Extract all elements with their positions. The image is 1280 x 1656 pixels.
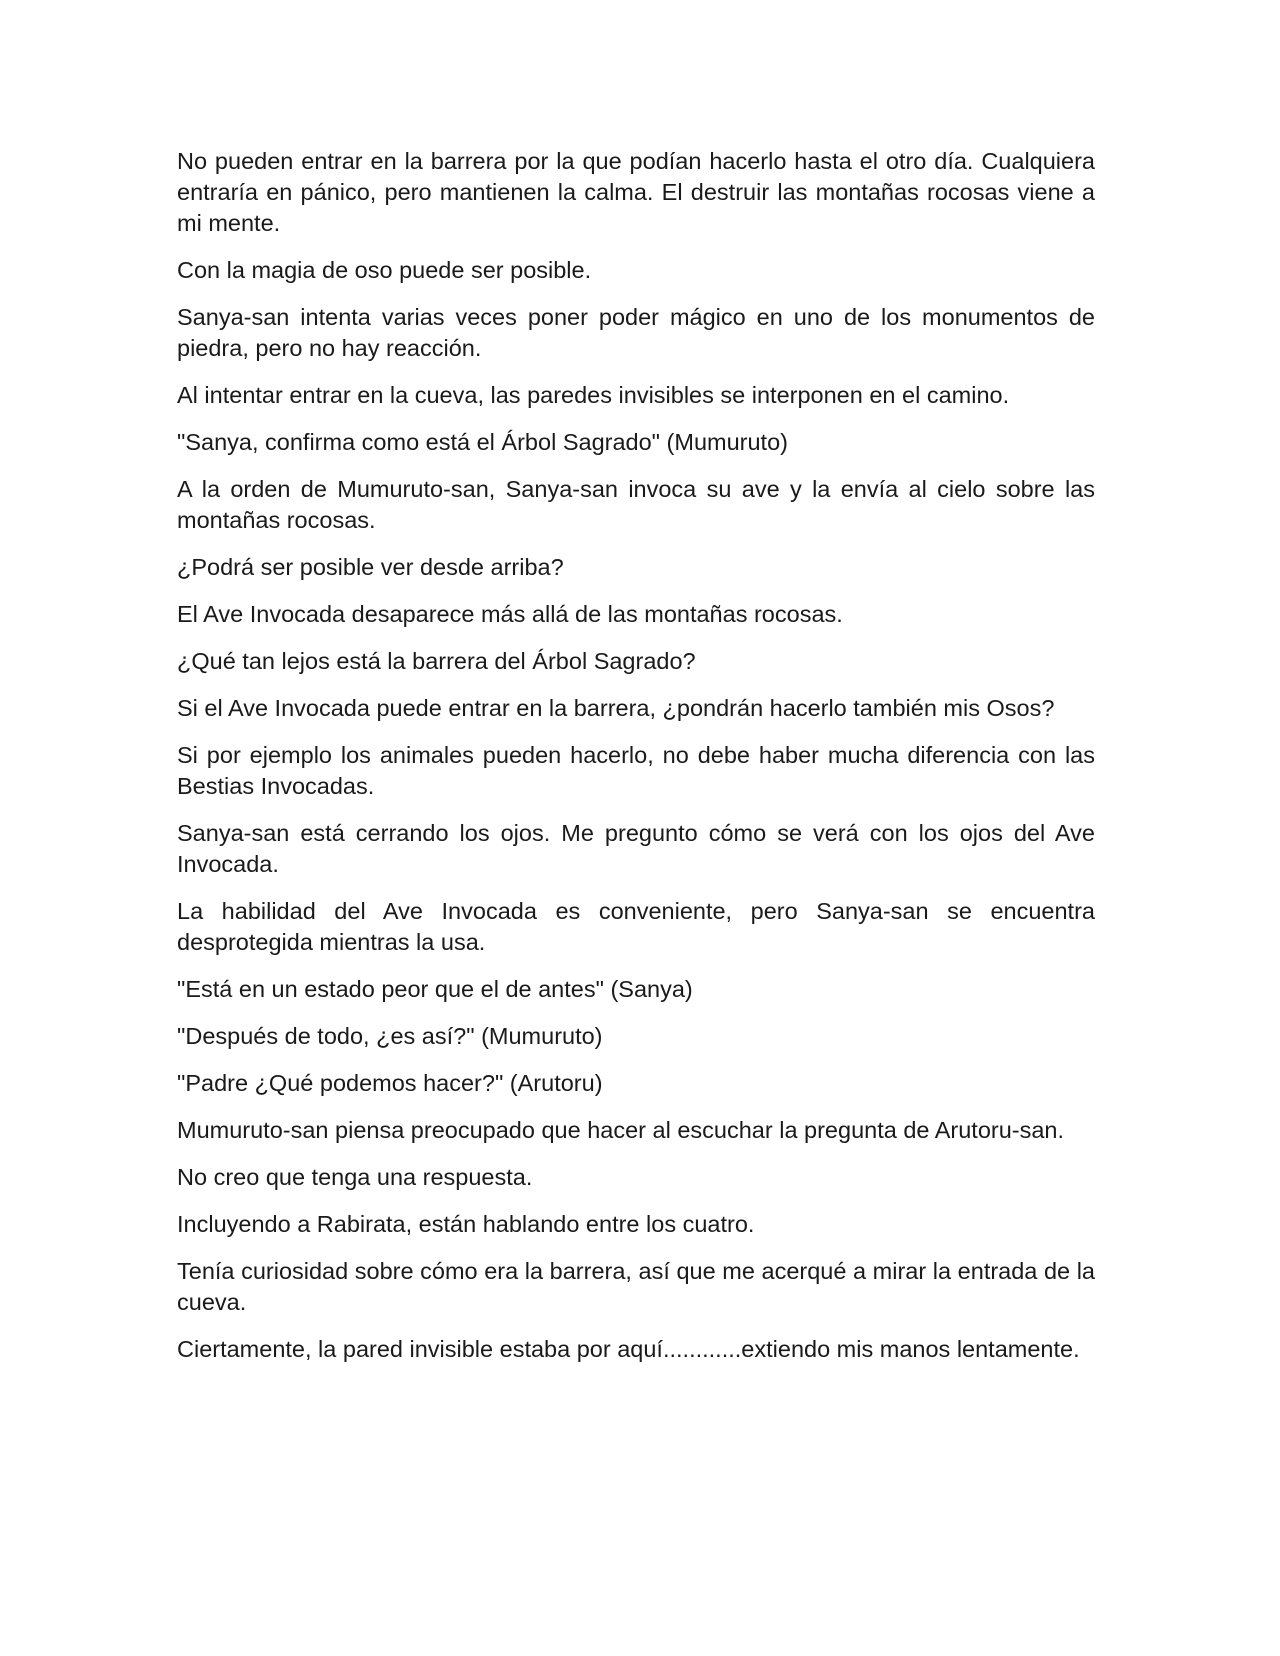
paragraph: ¿Qué tan lejos está la barrera del Árbol Sagrado?	[177, 648, 696, 674]
paragraph: Sanya-san está cerrando los ojos. Me pregunto cómo se verá con los ojos del Ave Invocada.	[177, 820, 1095, 877]
paragraph: Sanya-san intenta varias veces poner poder mágico en uno de los monumentos de piedra, pero no hay reacción.	[177, 304, 1095, 361]
paragraph: A la orden de Mumuruto-san, Sanya-san invoca su ave y la envía al cielo sobre las montañas rocosas.	[177, 476, 1095, 533]
paragraph: Incluyendo a Rabirata, están hablando entre los cuatro.	[177, 1211, 755, 1237]
paragraph: La habilidad del Ave Invocada es conveniente, pero Sanya-san se encuentra desprotegida mientras la usa.	[177, 898, 1095, 955]
paragraph: "Después de todo, ¿es así?" (Mumuruto)	[177, 1023, 603, 1049]
paragraph: Si por ejemplo los animales pueden hacerlo, no debe haber mucha diferencia con las Bestias Invocadas.	[177, 742, 1095, 799]
paragraph: No creo que tenga una respuesta.	[177, 1164, 533, 1190]
paragraph: El Ave Invocada desaparece más allá de las montañas rocosas.	[177, 601, 843, 627]
paragraph: Tenía curiosidad sobre cómo era la barrera, así que me acerqué a mirar la entrada de la cueva.	[177, 1258, 1095, 1315]
paragraph: Ciertamente, la pared invisible estaba por aquí............extiendo mis manos lentamente.	[177, 1336, 1080, 1362]
paragraph: "Padre ¿Qué podemos hacer?" (Arutoru)	[177, 1070, 603, 1096]
paragraph: "Está en un estado peor que el de antes" (Sanya)	[177, 976, 693, 1002]
paragraph: "Sanya, confirma como está el Árbol Sagrado" (Mumuruto)	[177, 429, 788, 455]
paragraph: Con la magia de oso puede ser posible.	[177, 257, 592, 283]
paragraph: Si el Ave Invocada puede entrar en la barrera, ¿pondrán hacerlo también mis Osos?	[177, 695, 1055, 721]
paragraph: ¿Podrá ser posible ver desde arriba?	[177, 554, 564, 580]
paragraph: Al intentar entrar en la cueva, las paredes invisibles se interponen en el camino.	[177, 382, 1010, 408]
paragraph: No pueden entrar en la barrera por la que podían hacerlo hasta el otro día. Cualquiera entraría en pánico, pero mantienen la calma. El destruir las montañas rocosas viene a mi mente.	[177, 148, 1095, 236]
paragraph: Mumuruto-san piensa preocupado que hacer al escuchar la pregunta de Arutoru-san.	[177, 1117, 1065, 1143]
document-body	[177, 146, 1095, 1381]
